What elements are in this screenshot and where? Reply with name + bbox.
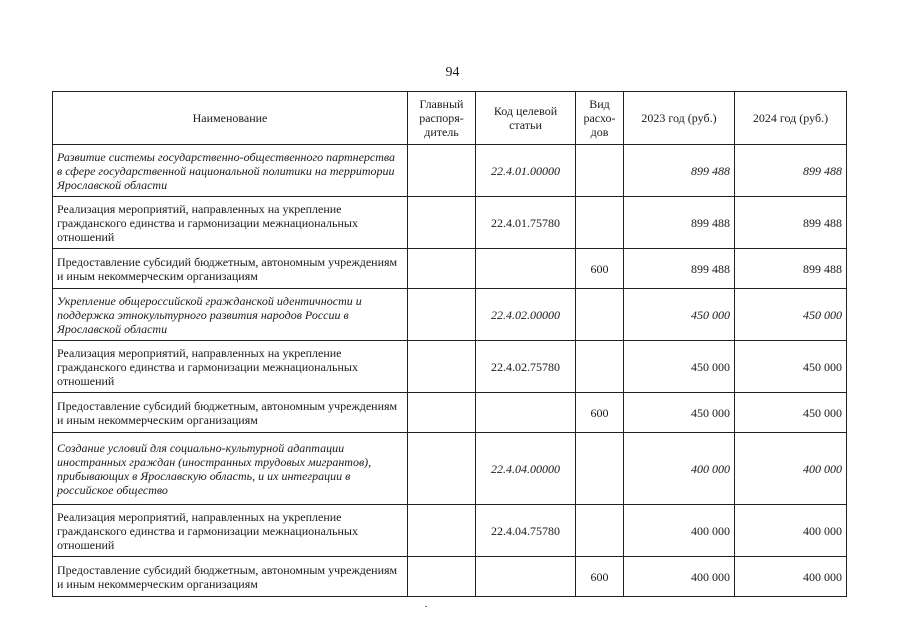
row-code: 22.4.01.75780 [476, 197, 576, 249]
row-kind: 600 [576, 249, 624, 289]
row-kind [576, 433, 624, 505]
row-code [476, 249, 576, 289]
row-name: Развитие системы государственно-общественного партнерства в сфере государственной национальной политики на территории Ярославской области [53, 145, 408, 197]
row-2024: 400 000 [735, 433, 847, 505]
row-grbs [408, 393, 476, 433]
row-kind [576, 505, 624, 557]
row-grbs [408, 557, 476, 597]
row-name: Реализация мероприятий, направленных на укрепление гражданского единства и гармонизации межнациональных отношений [53, 505, 408, 557]
row-2023: 450 000 [624, 289, 735, 341]
row-name: Создание условий для социально-культурной адаптации иностранных граждан (иностранных трудовых мигрантов), прибывающих в Ярославскую область, и их интеграции в российское общество [53, 433, 408, 505]
table-row [53, 505, 847, 557]
row-kind [576, 341, 624, 393]
row-2024: 450 000 [735, 341, 847, 393]
table-row [53, 249, 847, 289]
row-2024: 899 488 [735, 197, 847, 249]
table-row [53, 433, 847, 505]
row-2024: 400 000 [735, 505, 847, 557]
row-2023: 400 000 [624, 505, 735, 557]
table-header-row [53, 92, 847, 145]
row-name: Укрепление общероссийской гражданской идентичности и поддержка этнокультурного развития народов России в Ярославской области [53, 289, 408, 341]
row-2024: 899 488 [735, 145, 847, 197]
table-row [53, 393, 847, 433]
row-name: Предоставление субсидий бюджетным, автономным учреждениям и иным некоммерческим организациям [53, 557, 408, 597]
table-row [53, 341, 847, 393]
row-code: 22.4.04.75780 [476, 505, 576, 557]
header-kind: Вид расхо-дов [576, 92, 624, 145]
header-2023: 2023 год (руб.) [624, 92, 735, 145]
row-kind [576, 197, 624, 249]
row-kind: 600 [576, 557, 624, 597]
table-body [53, 145, 847, 597]
row-kind [576, 145, 624, 197]
row-kind [576, 289, 624, 341]
budget-table [52, 91, 847, 597]
row-2023: 450 000 [624, 341, 735, 393]
table-row [53, 197, 847, 249]
row-2024: 899 488 [735, 249, 847, 289]
row-name: Предоставление субсидий бюджетным, автономным учреждениям и иным некоммерческим организациям [53, 249, 408, 289]
row-2023: 400 000 [624, 433, 735, 505]
row-2024: 450 000 [735, 289, 847, 341]
row-2024: 450 000 [735, 393, 847, 433]
row-2023: 450 000 [624, 393, 735, 433]
row-2024: 400 000 [735, 557, 847, 597]
row-grbs [408, 249, 476, 289]
row-code: 22.4.04.00000 [476, 433, 576, 505]
row-grbs [408, 289, 476, 341]
header-grbs: Главный распоря-дитель [408, 92, 476, 145]
header-2024: 2024 год (руб.) [735, 92, 847, 145]
row-code [476, 557, 576, 597]
row-grbs [408, 505, 476, 557]
row-name: Предоставление субсидий бюджетным, автономным учреждениям и иным некоммерческим организациям [53, 393, 408, 433]
row-grbs [408, 341, 476, 393]
table-row [53, 145, 847, 197]
table-row [53, 557, 847, 597]
scan-artifact [425, 606, 427, 607]
row-2023: 899 488 [624, 249, 735, 289]
header-name: Наименование [53, 92, 408, 145]
row-2023: 899 488 [624, 197, 735, 249]
row-2023: 400 000 [624, 557, 735, 597]
row-grbs [408, 197, 476, 249]
row-code: 22.4.01.00000 [476, 145, 576, 197]
header-code: Код целевой статьи [476, 92, 576, 145]
row-kind: 600 [576, 393, 624, 433]
row-code: 22.4.02.00000 [476, 289, 576, 341]
row-code: 22.4.02.75780 [476, 341, 576, 393]
row-grbs [408, 145, 476, 197]
table-row [53, 289, 847, 341]
page-number: 94 [445, 65, 460, 80]
row-code [476, 393, 576, 433]
row-2023: 899 488 [624, 145, 735, 197]
row-name: Реализация мероприятий, направленных на укрепление гражданского единства и гармонизации межнациональных отношений [53, 341, 408, 393]
row-name: Реализация мероприятий, направленных на укрепление гражданского единства и гармонизации межнациональных отношений [53, 197, 408, 249]
row-grbs [408, 433, 476, 505]
